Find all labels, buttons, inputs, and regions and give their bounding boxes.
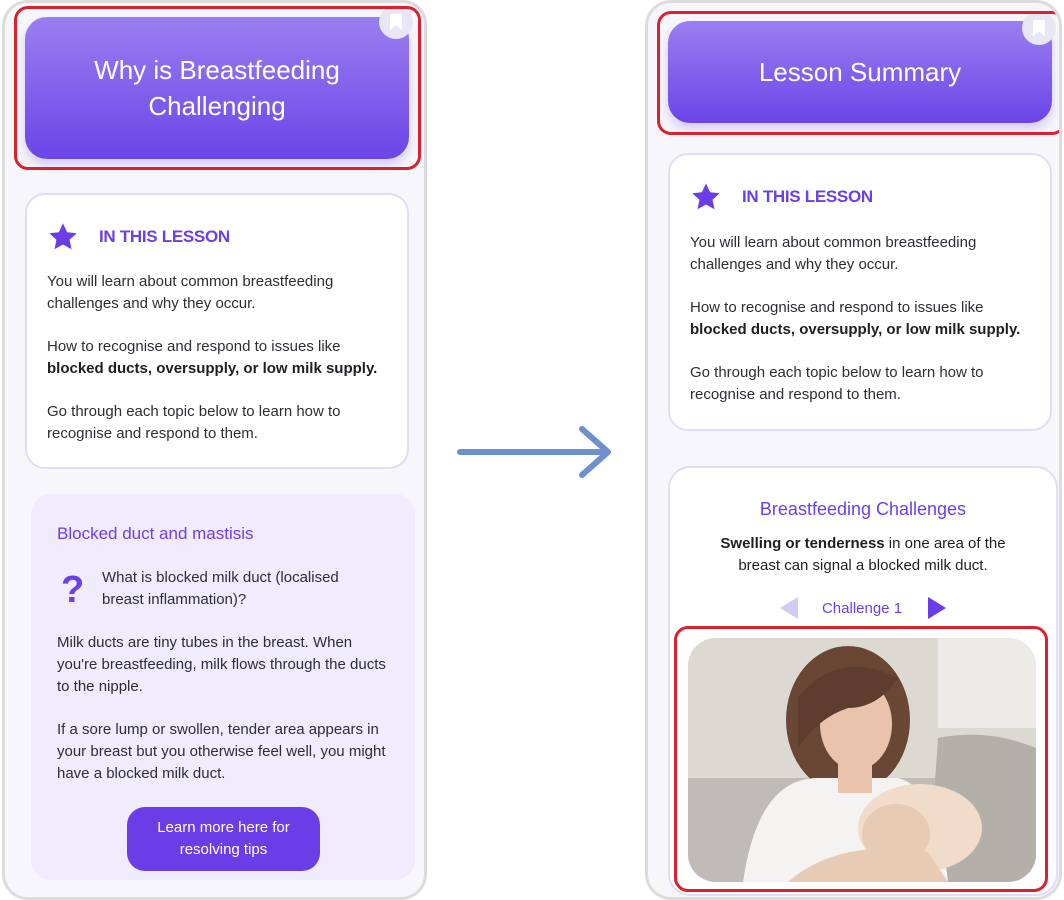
lesson-title: IN THIS LESSON (742, 187, 873, 206)
prev-arrow-icon[interactable] (780, 597, 798, 619)
challenges-card (668, 466, 1058, 896)
topic-title: Blocked duct and mastisis (57, 524, 254, 543)
lesson-issues: How to recognise and respond to issues like blocked ducts, oversupply, or low milk supply. (690, 299, 1021, 338)
lesson-intro: You will learn about common breastfeeding challenges and why they occur. (47, 273, 334, 312)
star-icon (690, 181, 722, 213)
bookmark-icon[interactable] (379, 5, 413, 39)
header-title: Why is Breastfeeding Challenging (94, 55, 340, 121)
lesson-issues: How to recognise and respond to issues like blocked ducts, oversupply, or low milk supply. (47, 338, 378, 377)
topic-card (31, 494, 415, 880)
question-icon: ? (61, 569, 85, 611)
topic-para-1: Milk ducts are tiny tubes in the breast. When you're breastfeeding, milk flows through the ducts to the nipple. (57, 634, 386, 695)
lesson-card (25, 193, 409, 469)
lesson-instruction: Go through each topic below to learn how to recognise and respond to them. (47, 403, 341, 442)
summary-header (668, 21, 1052, 123)
next-arrow-icon[interactable] (928, 597, 946, 619)
lesson-title: IN THIS LESSON (99, 227, 230, 246)
question-text: What is blocked milk duct (localised breast inflammation)? (102, 569, 339, 608)
header-title: Lesson Summary (758, 57, 962, 87)
lesson-intro: You will learn about common breastfeeding challenges and why they occur. (690, 234, 977, 273)
challenge-label: Challenge 1 (821, 599, 903, 617)
star-icon (47, 221, 79, 253)
learn-more-button[interactable]: Learn more here for resolving tips (127, 807, 320, 871)
bookmark-icon[interactable] (1022, 11, 1056, 45)
right-phone-screen (645, 0, 1062, 900)
mother-nursing-image (688, 638, 1036, 882)
challenge-description: Swelling or tenderness in one area of the breast can signal a blocked milk duct. (720, 535, 1006, 574)
topic-para-2: If a sore lump or swollen, tender area appears in your breast but you otherwise feel well, you might have a blocked milk duct. (57, 721, 386, 782)
challenges-title: Breastfeeding Challenges (759, 499, 967, 519)
lesson-card (668, 153, 1052, 431)
challenge-photo (688, 638, 1036, 882)
lesson-instruction: Go through each topic below to learn how to recognise and respond to them. (690, 364, 984, 403)
transition-arrow-icon (456, 423, 616, 483)
left-phone-screen (2, 0, 427, 900)
lesson-header (25, 17, 409, 159)
